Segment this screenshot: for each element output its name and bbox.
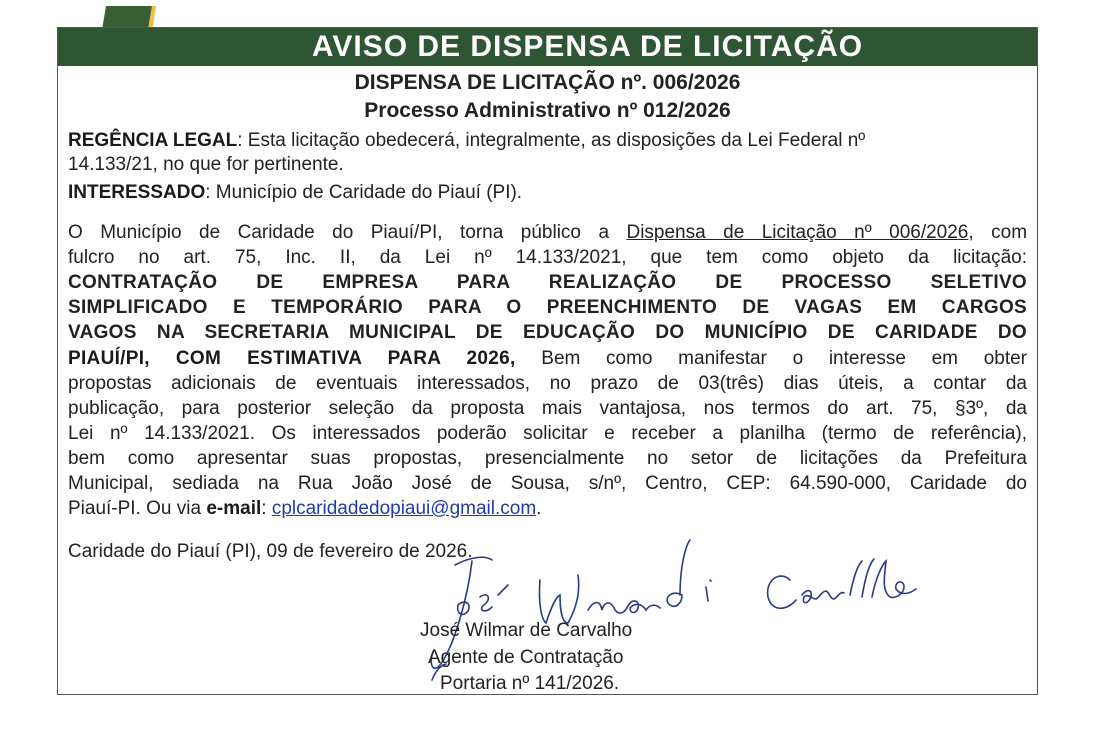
regencia-text: : Esta licitação obedecerá, integralmente, as disposições da Lei Federal nº — [237, 130, 866, 151]
body-line-5: VAGOS NA SECRETARIA MUNICIPAL DE EDUCAÇÃO DO MUNICÍPIO DE CARIDADE DO — [68, 322, 1027, 343]
regencia-line1 — [68, 129, 865, 152]
date-line: Caridade do Piauí (PI), 09 de fevereiro de 2026. — [68, 541, 473, 562]
body-line-4: SIMPLIFICADO E TEMPORÁRIO PARA O PREENCHIMENTO DE VAGAS EM CARGOS — [68, 297, 1027, 318]
interessado-text: : Município de Caridade do Piauí (PI). — [205, 182, 523, 203]
body-line-2: fulcro no art. 75, Inc. II, da Lei nº 14.133/2021, que tem como objeto da licitação: — [68, 247, 1027, 268]
body-line-9: Lei nº 14.133/2021. Os interessados poderão solicitar e receber a planilha (termo de referência), — [68, 423, 1027, 444]
dispensa-number: DISPENSA DE LICITAÇÃO nº. 006/2026 — [354, 71, 741, 94]
body-line-12: Piauí-PI. Ou via e-mail: cplcaridadedopiaui@gmail.com. — [68, 498, 542, 519]
signer-name: José Wilmar de Carvalho — [420, 620, 633, 641]
signer-ordinance: Portaria nº 141/2026. — [440, 673, 620, 694]
notice-title: AVISO DE DISPENSA DE LICITAÇÃO — [311, 30, 864, 63]
regencia-line2: 14.133/21, no que for pertinente. — [68, 154, 344, 175]
interessado-label: INTERESSADO — [68, 182, 206, 203]
process-number: Processo Administrativo nº 012/2026 — [364, 99, 731, 122]
body-line-8: publicação, para posterior seleção da proposta mais vantajosa, nos termos do art. 75, §3º, da — [68, 398, 1027, 419]
body-line-7: propostas adicionais de eventuais interessados, no prazo de 03(três) dias úteis, a contar da — [68, 373, 1027, 394]
body-line-3: CONTRATAÇÃO DE EMPRESA PARA REALIZAÇÃO DE PROCESSO SELETIVO — [68, 272, 1027, 293]
regencia-label: REGÊNCIA LEGAL — [68, 130, 238, 151]
body-line-1: O Município de Caridade do Piauí/PI, torna público a Dispensa de Licitação nº 006/2026, com — [68, 222, 1028, 243]
email-link[interactable]: cplcaridadedopiaui@gmail.com — [271, 498, 537, 519]
body-line-11: Municipal, sediada na Rua João José de Sousa, s/nº, Centro, CEP: 64.590-000, Caridade do — [68, 473, 1027, 494]
dispensa-reference: Dispensa de Licitação nº 006/2026 — [626, 222, 969, 243]
interessado-line — [68, 181, 522, 204]
signer-role: Agente de Contratação — [428, 647, 624, 668]
body-line-10: bem como apresentar suas propostas, presencialmente no setor de licitações da Prefeitura — [68, 448, 1027, 469]
body-line-6: PIAUÍ/PI, COM ESTIMATIVA PARA 2026, Bem como manifestar o interesse em obter — [68, 348, 1027, 369]
